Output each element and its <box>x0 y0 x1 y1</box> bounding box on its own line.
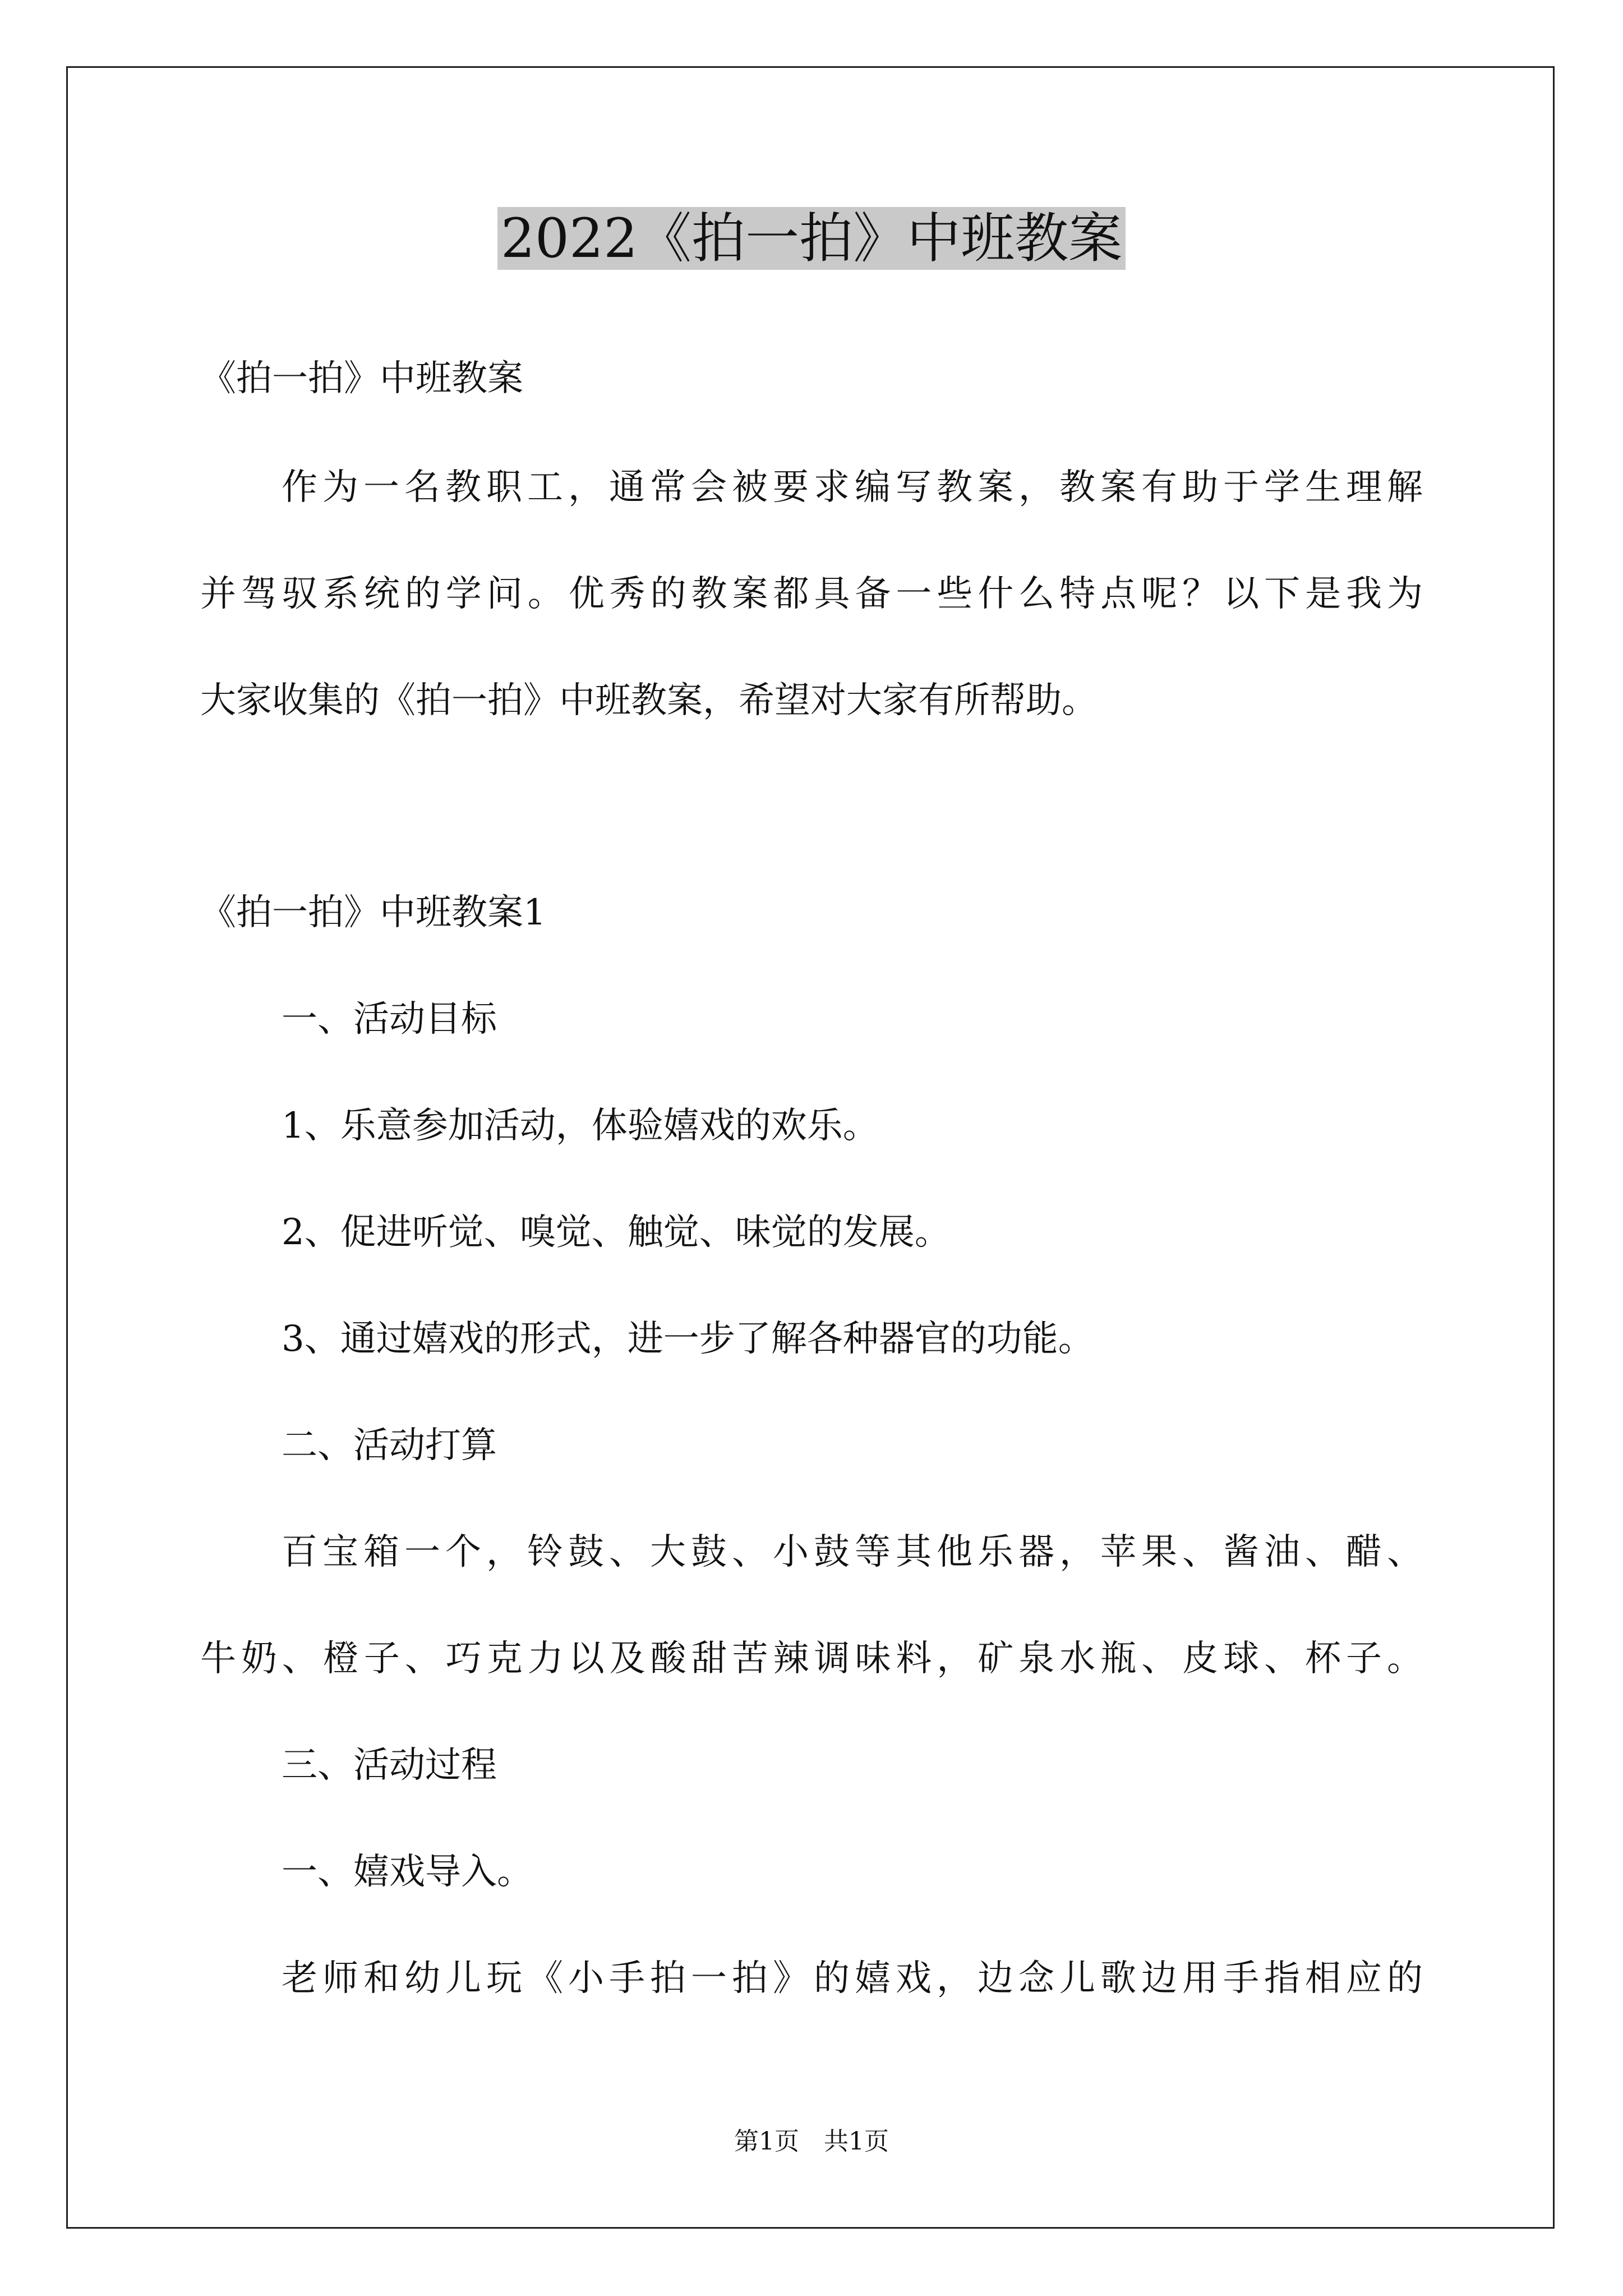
goal-item-2: 2、促进听觉、嗅觉、触觉、味觉的发展。 <box>282 1212 951 1253</box>
goal-item-3: 3、通过嬉戏的形式，进一步了解各种器官的功能。 <box>282 1318 1094 1360</box>
intro-line-2: 并驾驭系统的学问。优秀的教案都具备一些什么特点呢？以下是我为 <box>200 573 1423 615</box>
page-footer: 第1页 共1页 <box>734 2127 889 2156</box>
goal-item-1: 1、乐意参加活动，体验嬉戏的欢乐。 <box>282 1105 879 1147</box>
document-subtitle: 《拍一拍》中班教案 <box>200 358 523 399</box>
step-1-heading: 一、嬉戏导入。 <box>282 1851 533 1893</box>
process-heading: 三、活动过程 <box>282 1745 497 1786</box>
goal-heading: 一、活动目标 <box>282 999 497 1040</box>
intro-line-3: 大家收集的《拍一拍》中班教案，希望对大家有所帮助。 <box>200 680 1098 721</box>
section-heading: 《拍一拍》中班教案1 <box>200 892 546 933</box>
prep-line-2: 牛奶、橙子、巧克力以及酸甜苦辣调味料，矿泉水瓶、皮球、杯子。 <box>200 1638 1423 1680</box>
prep-line-1: 百宝箱一个，铃鼓、大鼓、小鼓等其他乐器，苹果、酱油、醋、 <box>282 1531 1423 1573</box>
prep-heading: 二、活动打算 <box>282 1425 497 1466</box>
step-1-text: 老师和幼儿玩《小手拍一拍》的嬉戏，边念儿歌边用手指相应的 <box>282 1958 1423 1999</box>
document-title: 2022《拍一拍》中班教案 <box>0 202 1623 275</box>
intro-line-1: 作为一名教职工，通常会被要求编写教案，教案有助于学生理解 <box>282 467 1423 508</box>
